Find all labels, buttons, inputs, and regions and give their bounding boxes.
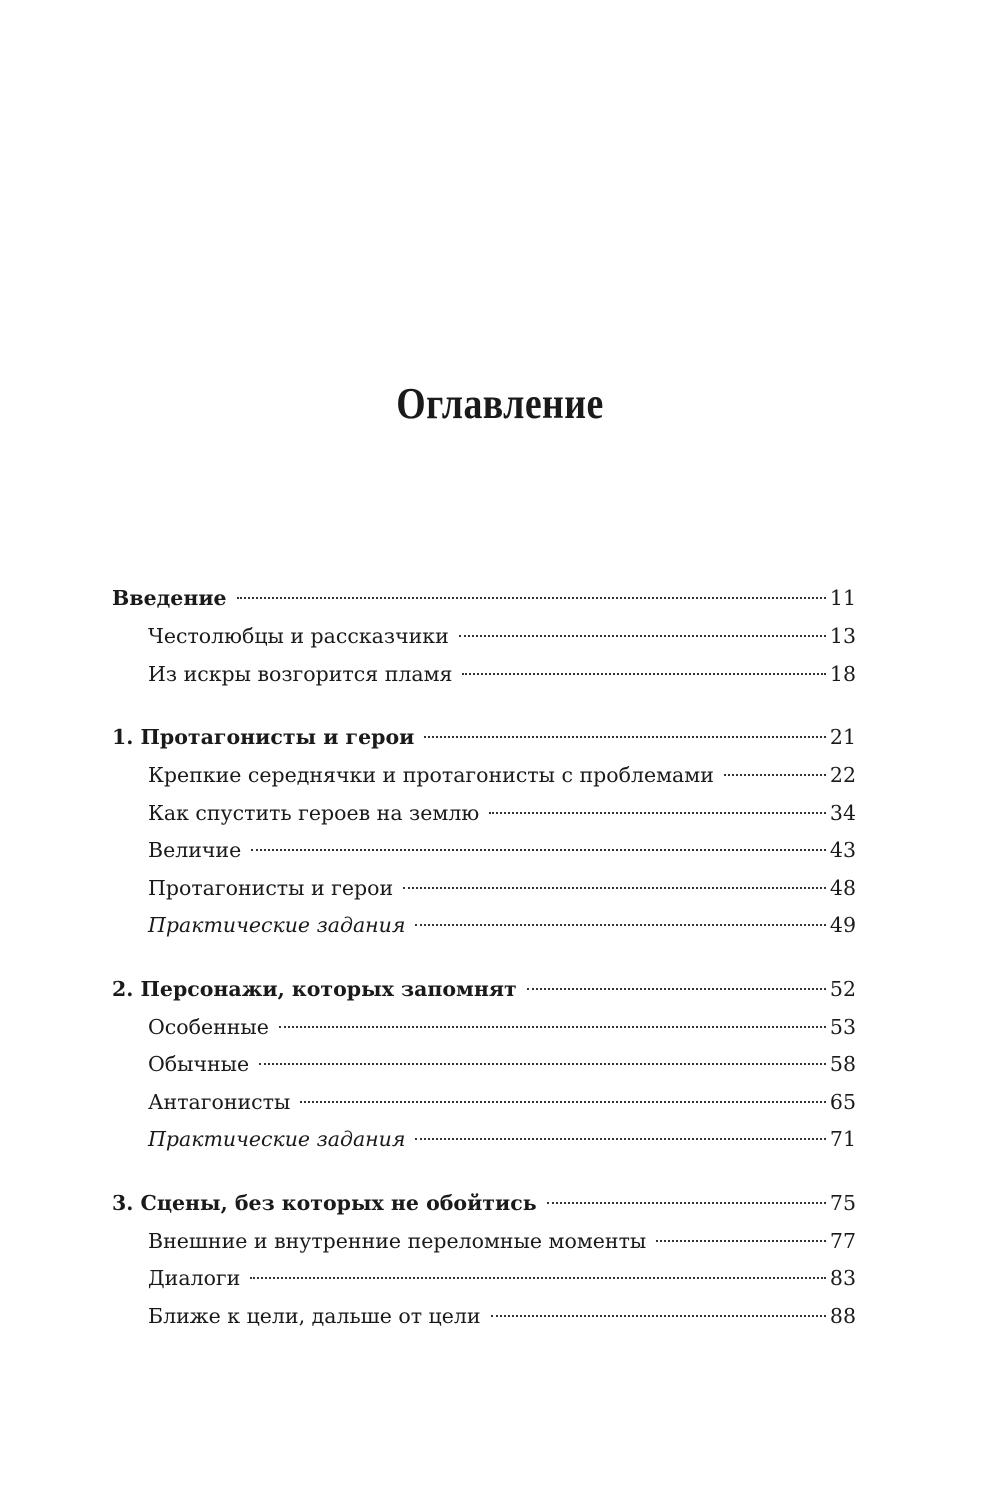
toc-heading-chapter-3[interactable] <box>112 1185 856 1223</box>
toc-item[interactable] <box>112 1009 856 1047</box>
toc-page-number: 71 <box>829 1127 856 1151</box>
toc-item-label: Величие <box>148 838 242 862</box>
toc-page-number: 22 <box>829 763 856 787</box>
dot-leader <box>415 1138 825 1140</box>
toc-item[interactable] <box>112 870 856 908</box>
toc-page-number: 48 <box>829 875 856 900</box>
dot-leader <box>279 1026 826 1028</box>
toc-item-label: Из искры возгорится пламя <box>148 661 453 686</box>
dot-leader <box>462 673 825 675</box>
dot-leader <box>415 924 825 926</box>
toc-item-label: Практические задания <box>148 913 406 937</box>
dot-leader <box>491 1315 826 1317</box>
toc-page-number: 77 <box>829 1228 856 1253</box>
toc-page-number: 13 <box>829 624 856 648</box>
dot-leader <box>300 1101 826 1103</box>
toc-item[interactable] <box>112 795 856 833</box>
dot-leader <box>424 736 826 738</box>
toc-heading-label: 2. Персонажи, которых запомнят <box>112 976 517 1001</box>
toc-item[interactable] <box>112 1046 856 1084</box>
toc-page-number: 43 <box>829 838 856 862</box>
toc-item[interactable] <box>112 757 856 795</box>
toc-item-label: Протагонисты и герои <box>148 875 394 900</box>
toc-item-label: Внешние и внутренние переломные моменты <box>148 1228 647 1253</box>
toc-item-label: Как спустить героев на землю <box>148 800 480 825</box>
toc-item-label: Диалоги <box>148 1266 241 1290</box>
toc-heading-label: Введение <box>112 586 227 610</box>
dot-leader <box>259 1063 826 1065</box>
toc-page-number: 83 <box>829 1266 856 1290</box>
toc-item[interactable] <box>112 1298 856 1336</box>
toc-page-number: 21 <box>829 725 856 749</box>
toc-item[interactable] <box>112 1223 856 1261</box>
toc-page-number: 75 <box>829 1190 856 1215</box>
toc-item[interactable] <box>112 656 856 694</box>
toc-section-introduction <box>112 580 856 693</box>
toc-section-chapter-2 <box>112 971 856 1159</box>
toc-item[interactable] <box>112 1084 856 1122</box>
toc-section-chapter-1 <box>112 719 856 945</box>
dot-leader <box>459 635 826 637</box>
toc-page-number: 53 <box>829 1014 856 1039</box>
dot-leader <box>527 988 826 990</box>
toc-item-label: Обычные <box>148 1052 250 1076</box>
toc-section-chapter-3 <box>112 1185 856 1336</box>
toc-page-number: 34 <box>829 800 856 825</box>
dot-leader <box>489 812 826 814</box>
dot-leader <box>251 849 826 851</box>
toc-page-number: 65 <box>829 1089 856 1114</box>
toc-item-label: Антагонисты <box>148 1089 291 1114</box>
toc-page-number: 11 <box>829 586 856 610</box>
toc-heading-chapter-1[interactable] <box>112 719 856 757</box>
toc-heading-label: 3. Сцены, без которых не обойтись <box>112 1190 537 1215</box>
dot-leader <box>656 1240 826 1242</box>
dot-leader <box>403 887 826 889</box>
toc-page-number: 58 <box>829 1052 856 1076</box>
toc-page-number: 52 <box>829 976 856 1001</box>
toc-item-exercises[interactable] <box>112 907 856 945</box>
toc-page-number: 88 <box>829 1303 856 1328</box>
toc-item-label: Ближе к цели, дальше от цели <box>148 1303 481 1328</box>
toc-item-label: Крепкие середнячки и протагонисты с проблемами <box>148 763 714 787</box>
toc-heading-introduction[interactable] <box>112 580 856 618</box>
toc-item-label: Честолюбцы и рассказчики <box>148 624 449 648</box>
toc-heading-chapter-2[interactable] <box>112 971 856 1009</box>
toc-page-number: 18 <box>829 661 856 686</box>
dot-leader <box>237 597 826 599</box>
toc-item[interactable] <box>112 832 856 870</box>
toc-item[interactable] <box>112 1260 856 1298</box>
toc-item[interactable] <box>112 618 856 656</box>
toc-item-label: Практические задания <box>148 1127 406 1151</box>
toc-heading-label: 1. Протагонисты и герои <box>112 725 415 749</box>
dot-leader <box>547 1202 826 1204</box>
dot-leader <box>250 1277 826 1279</box>
dot-leader <box>724 774 826 776</box>
toc-page-number: 49 <box>829 913 856 937</box>
toc-item-label: Особенные <box>148 1014 269 1039</box>
page-title: Оглавление <box>396 379 604 428</box>
toc-item-exercises[interactable] <box>112 1121 856 1159</box>
table-of-contents <box>112 580 856 1361</box>
